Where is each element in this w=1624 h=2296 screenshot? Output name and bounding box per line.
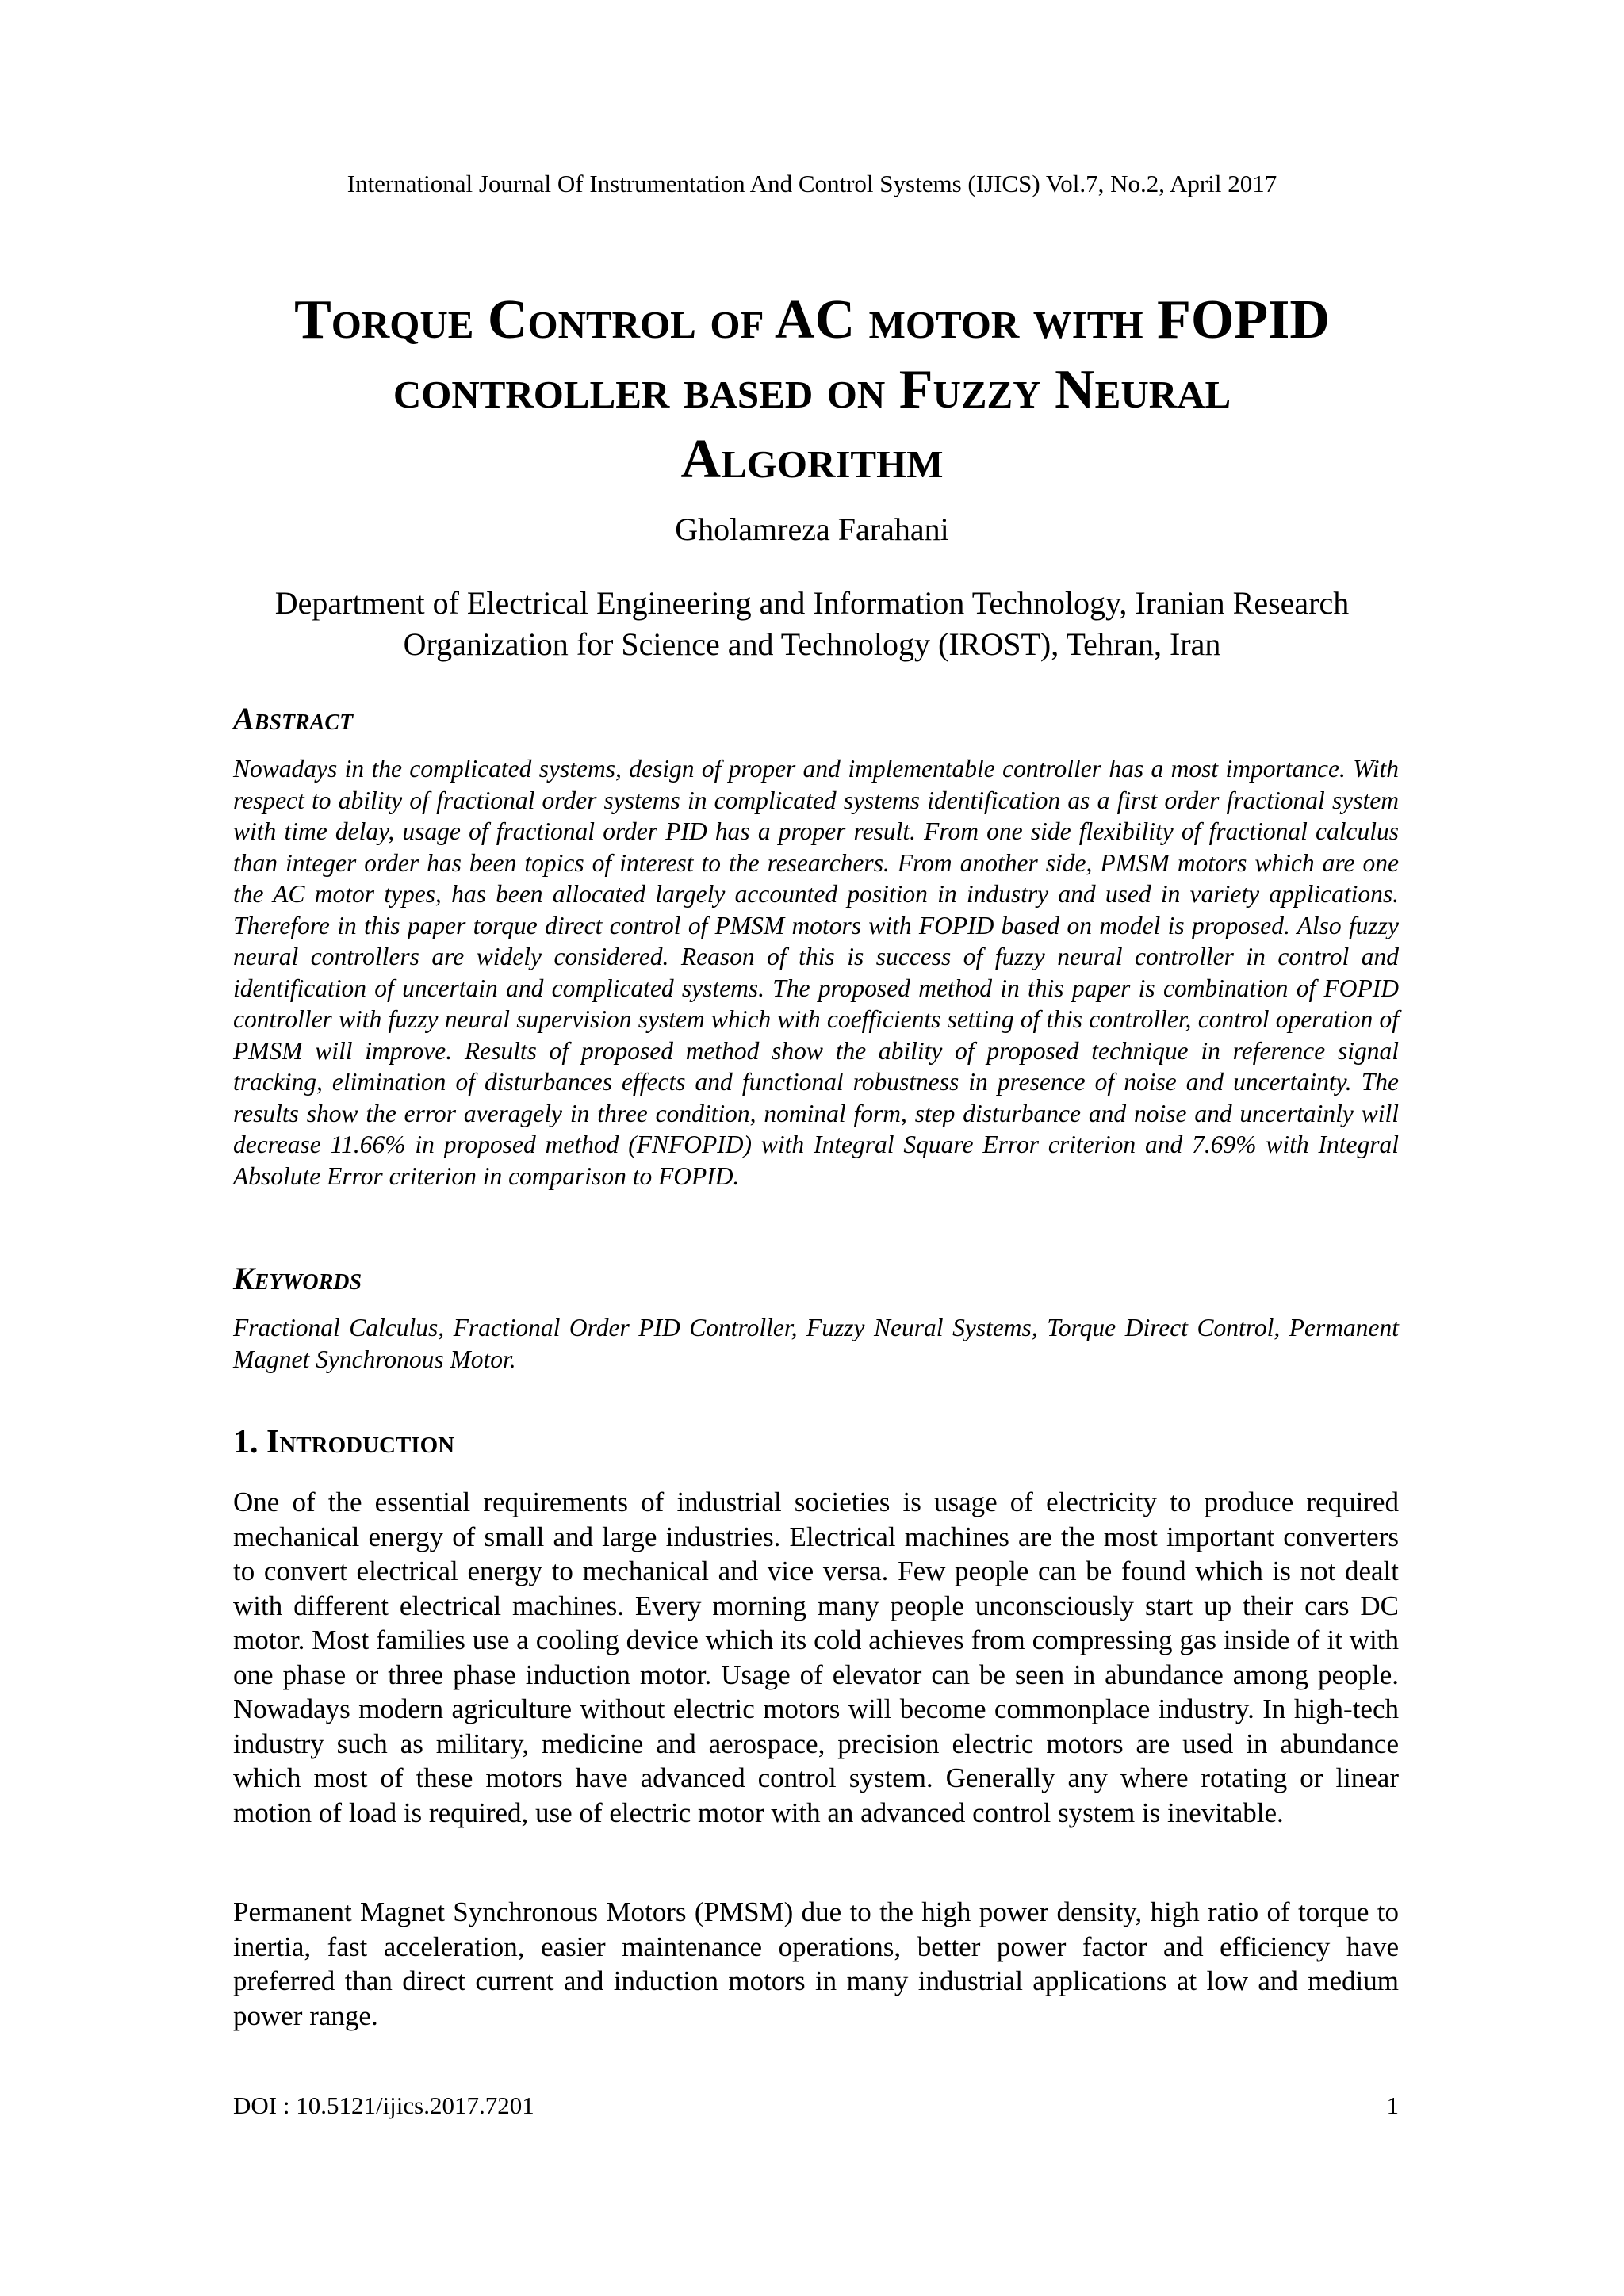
- introduction-heading: 1. Introduction: [233, 1424, 455, 1460]
- abstract-heading: Abstract: [233, 701, 354, 737]
- introduction-paragraph: One of the essential requirements of industrial societies is usage of electricity to produce required mechanical energy of small and large industries. Electrical machines are the most important converters to convert electrical energy to mechanical and vice versa. Few people can be found which is not dealt with different electrical machines. Every morning many people unconsciously start up their cars DC motor. Most families use a cooling device which its cold achieves from compressing gas inside of it with one phase or three phase induction motor. Usage of elevator can be seen in abundance among people. Nowadays modern agriculture without electric motors will become commonplace industry. In high-tech industry such as military, medicine and aerospace, precision electric motors are used in abundance which most of these motors have advanced control system. Generally any where rotating or linear motion of load is required, use of electric motor with an advanced control system is inevitable.: [233, 1487, 1399, 1828]
- title-line: Torque Control of AC motor with FOPID: [294, 289, 1330, 350]
- keywords-heading: Keywords: [233, 1261, 362, 1296]
- doi-footer: DOI : 10.5121/ijics.2017.7201: [233, 2091, 534, 2119]
- affiliation-line: Department of Electrical Engineering and Information Technology, Iranian Research: [274, 585, 1350, 621]
- abstract-text: Nowadays in the complicated systems, design of proper and implementable controller has a most importance. With respect to ability of fractional order systems in complicated systems identification as a first order fractional system with time delay, usage of fractional order PID has a proper result. From one side flexibility of fractional calculus than integer order has been topics of interest to the researchers. From another side, PMSM motors which are one the AC motor types, has been allocated largely accounted position in industry and used in variety applications. Therefore in this paper torque direct control of PMSM motors with FOPID based on model is proposed. Also fuzzy neural controllers are widely considered. Reason of this is success of fuzzy neural controller in control and identification of uncertain and complicated systems. The proposed method in this paper is combination of FOPID controller with fuzzy neural supervision system which with coefficients setting of this controller, control operation of PMSM will improve. Results of proposed method show the ability of proposed technique in reference signal tracking, elimination of disturbances effects and functional robustness in presence of noise and uncertainty. The results show the error averagely in three condition, nominal form, step disturbance and noise and uncertainly will decrease 11.66% in proposed method (FNFOPID) with Integral Square Error criterion and 7.69% with Integral Absolute Error criterion in comparison to FOPID.: [233, 755, 1399, 1190]
- running-header: International Journal Of Instrumentation And Control Systems (IJICS) Vol.7, No.2, April 2017: [347, 170, 1277, 197]
- paper-title: [198, 285, 1426, 495]
- introduction-paragraph: Permanent Magnet Synchronous Motors (PMSM) due to the high power density, high ratio of torque to inertia, fast acceleration, easier maintenance operations, better power factor and efficiency have preferred than direct current and induction motors in many industrial applications at low and medium power range.: [233, 1896, 1399, 2031]
- affiliation-line: Organization for Science and Technology (IROST), Tehran, Iran: [403, 626, 1221, 662]
- keywords-text: Fractional Calculus, Fractional Order PID Controller, Fuzzy Neural Systems, Torque Direct Control, Permanent Magnet Synchronous Motor.: [233, 1314, 1399, 1373]
- page-number: 1: [1386, 2091, 1399, 2119]
- title-line: controller based on Fuzzy Neural: [393, 359, 1231, 420]
- author-affiliation: [206, 583, 1418, 665]
- author-name: Gholamreza Farahani: [675, 511, 949, 547]
- title-line: Algorithm: [680, 429, 944, 490]
